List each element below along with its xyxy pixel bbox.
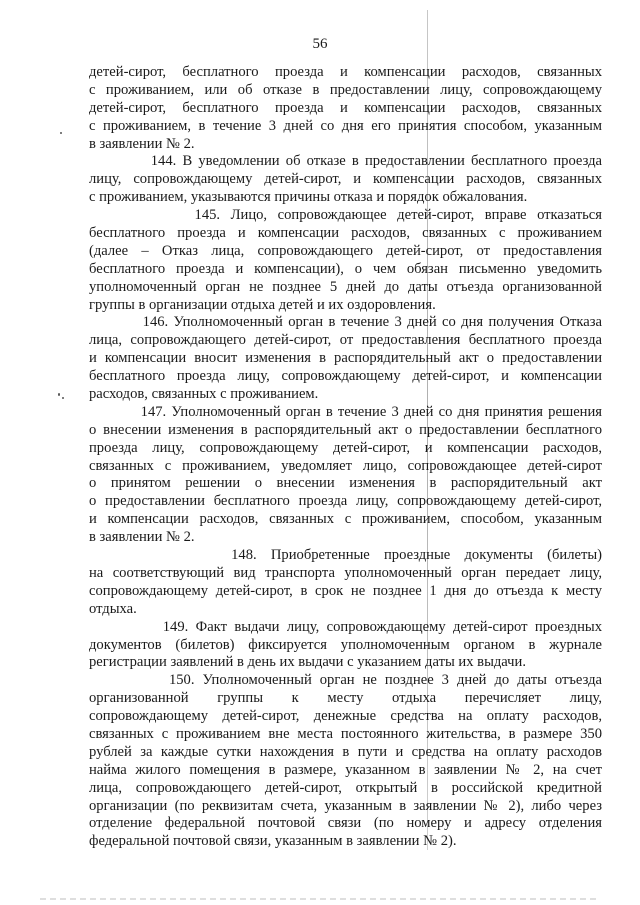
text-line: и компенсации расходов, связанных с проживанием, способом, указанным — [89, 511, 602, 528]
text-line: 147. Уполномоченный орган в течение 3 дней со дня принятия решения — [89, 403, 602, 420]
text-line: рублей за каждые сутки нахождения в пути и средства на оплату расходов — [89, 743, 602, 760]
text-line: организации (по реквизитам счета, указанным в заявлении № 2), либо через — [89, 797, 602, 814]
text-line: в заявлении № 2. — [89, 135, 195, 152]
text-line: федеральной почтовой связи, указанным в заявлении № 2). — [89, 833, 457, 850]
text-line: лицу, сопровождающему детей-сирот, и компенсации расходов, связанных — [89, 171, 602, 188]
text-line: документов (билетов) фиксируется уполномоченным органом в журнале — [89, 636, 602, 653]
text-line: отделение федеральной почтовой связи (по номеру и адресу отделения — [89, 815, 602, 832]
text-line: детей-сирот, бесплатного проезда и компенсации расходов, связанных — [89, 64, 602, 80]
text-line: бесплатного проезда и компенсации расходов, связанных с проживанием — [89, 225, 602, 242]
text-line: 150. Уполномоченный орган не позднее 3 дней до даты отъезда — [89, 672, 602, 689]
text-line: с проживанием, указываются причины отказа и порядок обжалования. — [89, 189, 528, 206]
text-line: лица, сопровождающего детей-сирот, от предоставления бесплатного проезда — [89, 332, 602, 349]
text-line: организованной группы к месту отдыха перечисляет лицу, — [89, 690, 602, 707]
text-line: 146. Уполномоченный орган в течение 3 дней со дня получения Отказа — [89, 314, 602, 331]
text-line: бесплатного проезда и компенсации), о чем обязан письменно уведомить — [89, 260, 602, 277]
text-line: 149. Факт выдачи лицу, сопровождающему детей-сирот проездных — [89, 618, 602, 635]
text-line: о принятом решении о внесении изменения в распорядительный акт — [89, 475, 602, 492]
scan-speck — [58, 393, 60, 396]
text-line: расходов, связанных с проживанием. — [89, 386, 319, 403]
text-line: с проживанием, в течение 3 дней со дня его принятия способом, указанным — [89, 117, 602, 134]
page-number: 56 — [312, 36, 328, 52]
text-line: 145. Лицо, сопровождающее детей-сирот, вправе отказаться — [89, 207, 602, 224]
text-line: в заявлении № 2. — [89, 529, 195, 546]
text-line: проезда лицу, сопровождающему детей-сирот, и компенсации расходов, — [89, 439, 602, 456]
text-line: связанных с проживанием вне места постоянного жительства, в размере 350 — [89, 725, 602, 742]
text-line: уполномоченный орган не позднее 5 дней до даты отъезда организованной — [89, 278, 602, 295]
text-line: бесплатного проезда лицу, сопровождающему детей-сирот, и компенсации — [89, 368, 602, 385]
text-line: лица, сопровождающего детей-сирот, открытый в российской кредитной — [89, 779, 602, 796]
text-line: связанных с проживанием, уведомляет лицо, сопровождающее детей-сирот — [89, 457, 602, 474]
document-body — [89, 64, 602, 851]
text-line: на соответствующий вид транспорта уполномоченный орган передает лицу, — [89, 564, 602, 581]
text-line: 144. В уведомлении об отказе в предоставлении бесплатного проезда — [89, 153, 602, 170]
scan-speck — [60, 132, 62, 134]
text-line: сопровождающему детей-сирот, денежные средства на оплату расходов, — [89, 708, 602, 725]
text-line: с проживанием, или об отказе в предоставлении лицу, сопровождающему — [89, 81, 602, 98]
text-line: о предоставлении бесплатного проезда лицу, сопровождающему детей-сирот, — [89, 493, 602, 510]
text-line: детей-сирот, бесплатного проезда и компенсации расходов, связанных — [89, 99, 602, 116]
text-line: отдыха. — [89, 600, 137, 617]
text-line: группы в организации отдыха детей и их оздоровления. — [89, 296, 436, 313]
text-line: сопровождающему детей-сирот, в срок не позднее 1 дня до отъезда к месту — [89, 582, 602, 599]
text-line: 148. Приобретенные проездные документы (билеты) — [89, 547, 602, 564]
text-line: (далее – Отказ лица, сопровождающего детей-сирот, от предоставления — [89, 242, 602, 259]
scan-bottom-edge — [40, 898, 600, 900]
scan-speck — [62, 397, 64, 399]
text-line: и компенсации вносит изменения в распорядительный акт о предоставлении — [89, 350, 602, 367]
text-line: найма жилого помещения в размере, указанном в заявлении № 2, на счет — [89, 761, 602, 778]
text-line: регистрации заявлений в день их выдачи с указанием даты их выдачи. — [89, 654, 526, 671]
text-line: о внесении изменения в распорядительный акт о предоставлении бесплатного — [89, 421, 602, 438]
